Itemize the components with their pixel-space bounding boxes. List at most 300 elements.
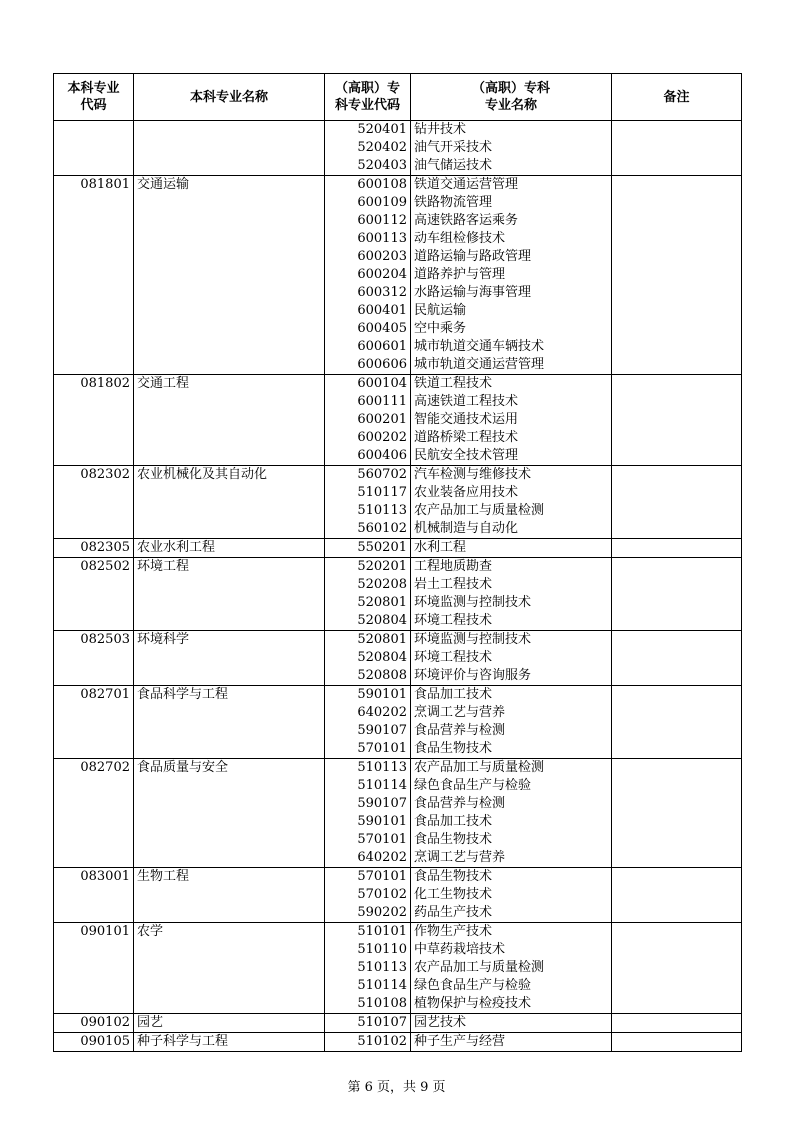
table-row [54, 631, 742, 650]
undergrad-name-cell: 交通工程 [134, 375, 325, 394]
vocational-code-cell: 600201 [325, 411, 411, 429]
vocational-name-cell: 民航安全技术管理 [411, 447, 612, 466]
page-footer: 第 6 页，共 9 页 [347, 1080, 446, 1095]
undergrad-code-cell [54, 248, 134, 266]
vocational-name-cell: 机械制造与自动化 [411, 520, 612, 539]
remarks-cell [612, 375, 742, 394]
vocational-code-cell: 520403 [325, 157, 411, 176]
table-row [54, 740, 742, 759]
vocational-name-cell: 作物生产技术 [411, 923, 612, 942]
undergrad-name-cell [134, 411, 325, 429]
undergrad-name-cell [134, 284, 325, 302]
vocational-name-cell: 环境评价与咨询服务 [411, 667, 612, 686]
remarks-cell [612, 230, 742, 248]
vocational-name-cell: 食品加工技术 [411, 813, 612, 831]
remarks-cell [612, 849, 742, 868]
table-row [54, 320, 742, 338]
vocational-name-cell: 城市轨道交通车辆技术 [411, 338, 612, 356]
remarks-cell [612, 194, 742, 212]
vocational-code-cell: 600203 [325, 248, 411, 266]
vocational-name-cell: 绿色食品生产与检验 [411, 977, 612, 995]
undergrad-code-cell [54, 194, 134, 212]
undergrad-name-cell [134, 447, 325, 466]
remarks-cell [612, 995, 742, 1014]
vocational-name-cell: 绿色食品生产与检验 [411, 777, 612, 795]
remarks-cell [612, 520, 742, 539]
remarks-cell [612, 795, 742, 813]
undergrad-code-cell: 090105 [54, 1033, 134, 1052]
remarks-cell [612, 411, 742, 429]
remarks-cell [612, 393, 742, 411]
undergrad-code-cell [54, 484, 134, 502]
undergrad-code-cell [54, 886, 134, 904]
header-vocational-name: （高职）专科 专业名称 [411, 74, 612, 121]
vocational-name-cell: 油气开采技术 [411, 139, 612, 157]
undergrad-name-cell [134, 212, 325, 230]
vocational-name-cell: 空中乘务 [411, 320, 612, 338]
undergrad-code-cell [54, 447, 134, 466]
vocational-name-cell: 食品生物技术 [411, 868, 612, 887]
remarks-cell [612, 813, 742, 831]
undergrad-code-cell [54, 777, 134, 795]
vocational-name-cell: 工程地质勘查 [411, 558, 612, 577]
vocational-name-cell: 烹调工艺与营养 [411, 704, 612, 722]
undergrad-name-cell [134, 667, 325, 686]
header-undergrad-code: 本科专业 代码 [54, 74, 134, 121]
undergrad-name-cell [134, 194, 325, 212]
vocational-code-cell: 640202 [325, 704, 411, 722]
vocational-name-cell: 智能交通技术运用 [411, 411, 612, 429]
vocational-name-cell: 民航运输 [411, 302, 612, 320]
vocational-name-cell: 农产品加工与质量检测 [411, 759, 612, 778]
remarks-cell [612, 923, 742, 942]
table-row [54, 576, 742, 594]
vocational-name-cell: 铁道交通运营管理 [411, 176, 612, 195]
vocational-name-cell: 食品营养与检测 [411, 722, 612, 740]
undergrad-code-cell [54, 356, 134, 375]
vocational-code-cell: 560702 [325, 466, 411, 485]
undergrad-code-cell: 081801 [54, 176, 134, 195]
undergrad-code-cell [54, 212, 134, 230]
table-row [54, 157, 742, 176]
undergrad-name-cell [134, 612, 325, 631]
undergrad-name-cell [134, 777, 325, 795]
vocational-code-cell: 570101 [325, 740, 411, 759]
undergrad-code-cell: 081802 [54, 375, 134, 394]
vocational-name-cell: 农产品加工与质量检测 [411, 502, 612, 520]
remarks-cell [612, 667, 742, 686]
undergrad-name-cell [134, 886, 325, 904]
vocational-name-cell: 食品加工技术 [411, 686, 612, 705]
undergrad-name-cell [134, 502, 325, 520]
vocational-code-cell: 570101 [325, 868, 411, 887]
table-row [54, 612, 742, 631]
table-row [54, 959, 742, 977]
table-row [54, 722, 742, 740]
vocational-code-cell: 520808 [325, 667, 411, 686]
table-row [54, 813, 742, 831]
undergrad-name-cell: 食品科学与工程 [134, 686, 325, 705]
undergrad-name-cell [134, 484, 325, 502]
undergrad-code-cell [54, 849, 134, 868]
remarks-cell [612, 429, 742, 447]
undergrad-code-cell [54, 904, 134, 923]
undergrad-code-cell [54, 338, 134, 356]
undergrad-code-cell [54, 320, 134, 338]
undergrad-name-cell [134, 594, 325, 612]
remarks-cell [612, 612, 742, 631]
vocational-code-cell: 590202 [325, 904, 411, 923]
remarks-cell [612, 266, 742, 284]
undergrad-code-cell [54, 667, 134, 686]
vocational-name-cell: 农产品加工与质量检测 [411, 959, 612, 977]
vocational-name-cell: 高速铁道工程技术 [411, 393, 612, 411]
remarks-cell [612, 320, 742, 338]
undergrad-code-cell [54, 612, 134, 631]
table-header-row [54, 74, 742, 121]
undergrad-code-cell: 082302 [54, 466, 134, 485]
table-row [54, 904, 742, 923]
remarks-cell [612, 1033, 742, 1052]
vocational-name-cell: 油气储运技术 [411, 157, 612, 176]
undergrad-name-cell: 环境工程 [134, 558, 325, 577]
table-row [54, 831, 742, 849]
table-row [54, 284, 742, 302]
undergrad-code-cell [54, 429, 134, 447]
remarks-cell [612, 539, 742, 558]
undergrad-name-cell [134, 995, 325, 1014]
undergrad-code-cell [54, 284, 134, 302]
table-row [54, 356, 742, 375]
undergrad-name-cell [134, 121, 325, 140]
table-row [54, 248, 742, 266]
vocational-name-cell: 岩土工程技术 [411, 576, 612, 594]
undergrad-name-cell [134, 576, 325, 594]
undergrad-code-cell [54, 995, 134, 1014]
vocational-code-cell: 520804 [325, 612, 411, 631]
vocational-name-cell: 园艺技术 [411, 1014, 612, 1033]
vocational-code-cell: 590101 [325, 813, 411, 831]
undergrad-name-cell [134, 649, 325, 667]
undergrad-name-cell: 食品质量与安全 [134, 759, 325, 778]
vocational-code-cell: 510113 [325, 759, 411, 778]
vocational-code-cell: 600406 [325, 447, 411, 466]
undergrad-code-cell: 082502 [54, 558, 134, 577]
undergrad-name-cell [134, 904, 325, 923]
table-row [54, 230, 742, 248]
vocational-code-cell: 570102 [325, 886, 411, 904]
remarks-cell [612, 722, 742, 740]
header-undergrad-name: 本科专业名称 [134, 74, 325, 121]
undergrad-name-cell [134, 795, 325, 813]
undergrad-name-cell [134, 740, 325, 759]
vocational-code-cell: 510113 [325, 959, 411, 977]
undergrad-code-cell [54, 393, 134, 411]
undergrad-name-cell [134, 338, 325, 356]
vocational-name-cell: 环境工程技术 [411, 612, 612, 631]
vocational-code-cell: 520804 [325, 649, 411, 667]
remarks-cell [612, 868, 742, 887]
table-row [54, 502, 742, 520]
undergrad-code-cell: 082503 [54, 631, 134, 650]
vocational-code-cell: 590107 [325, 795, 411, 813]
remarks-cell [612, 558, 742, 577]
remarks-cell [612, 157, 742, 176]
table-row [54, 704, 742, 722]
vocational-code-cell: 510114 [325, 777, 411, 795]
vocational-code-cell: 520801 [325, 631, 411, 650]
undergrad-code-cell [54, 576, 134, 594]
table-row [54, 777, 742, 795]
undergrad-code-cell [54, 722, 134, 740]
vocational-code-cell: 600111 [325, 393, 411, 411]
undergrad-code-cell [54, 704, 134, 722]
undergrad-code-cell: 082702 [54, 759, 134, 778]
undergrad-name-cell [134, 356, 325, 375]
undergrad-name-cell [134, 429, 325, 447]
vocational-name-cell: 烹调工艺与营养 [411, 849, 612, 868]
undergrad-name-cell: 园艺 [134, 1014, 325, 1033]
remarks-cell [612, 121, 742, 140]
vocational-code-cell: 570101 [325, 831, 411, 849]
table-row [54, 520, 742, 539]
vocational-code-cell: 510114 [325, 977, 411, 995]
remarks-cell [612, 686, 742, 705]
vocational-code-cell: 600312 [325, 284, 411, 302]
vocational-code-cell: 510110 [325, 941, 411, 959]
undergrad-name-cell [134, 393, 325, 411]
table-row [54, 594, 742, 612]
header-remarks: 备注 [612, 74, 742, 121]
vocational-code-cell: 520402 [325, 139, 411, 157]
table-row [54, 411, 742, 429]
undergrad-name-cell: 农学 [134, 923, 325, 942]
vocational-code-cell: 600405 [325, 320, 411, 338]
undergrad-code-cell [54, 502, 134, 520]
remarks-cell [612, 941, 742, 959]
table-row [54, 338, 742, 356]
undergrad-name-cell: 交通运输 [134, 176, 325, 195]
vocational-code-cell: 600112 [325, 212, 411, 230]
undergrad-code-cell [54, 941, 134, 959]
vocational-code-cell: 640202 [325, 849, 411, 868]
undergrad-name-cell [134, 813, 325, 831]
undergrad-code-cell [54, 411, 134, 429]
table-row [54, 447, 742, 466]
vocational-name-cell: 环境监测与控制技术 [411, 594, 612, 612]
undergrad-code-cell: 083001 [54, 868, 134, 887]
table-row [54, 686, 742, 705]
major-mapping-table-container [53, 73, 741, 1052]
vocational-name-cell: 汽车检测与维修技术 [411, 466, 612, 485]
table-row [54, 266, 742, 284]
vocational-name-cell: 水路运输与海事管理 [411, 284, 612, 302]
undergrad-code-cell [54, 977, 134, 995]
table-row [54, 923, 742, 942]
vocational-code-cell: 600104 [325, 375, 411, 394]
undergrad-name-cell [134, 722, 325, 740]
undergrad-code-cell [54, 649, 134, 667]
table-row [54, 795, 742, 813]
vocational-name-cell: 食品生物技术 [411, 831, 612, 849]
table-row [54, 139, 742, 157]
undergrad-name-cell [134, 248, 325, 266]
vocational-name-cell: 食品营养与检测 [411, 795, 612, 813]
remarks-cell [612, 594, 742, 612]
remarks-cell [612, 338, 742, 356]
major-mapping-table [53, 73, 742, 1052]
undergrad-code-cell [54, 520, 134, 539]
remarks-cell [612, 356, 742, 375]
vocational-code-cell: 600202 [325, 429, 411, 447]
vocational-code-cell: 600108 [325, 176, 411, 195]
undergrad-code-cell [54, 266, 134, 284]
table-row [54, 176, 742, 195]
vocational-code-cell: 520801 [325, 594, 411, 612]
vocational-code-cell: 510117 [325, 484, 411, 502]
undergrad-name-cell: 种子科学与工程 [134, 1033, 325, 1052]
table-row [54, 667, 742, 686]
undergrad-code-cell: 082701 [54, 686, 134, 705]
undergrad-name-cell [134, 977, 325, 995]
undergrad-name-cell [134, 959, 325, 977]
vocational-code-cell: 510108 [325, 995, 411, 1014]
table-row [54, 649, 742, 667]
undergrad-code-cell [54, 795, 134, 813]
table-row [54, 121, 742, 140]
remarks-cell [612, 484, 742, 502]
vocational-code-cell: 510102 [325, 1033, 411, 1052]
table-row [54, 212, 742, 230]
vocational-name-cell: 食品生物技术 [411, 740, 612, 759]
undergrad-name-cell [134, 704, 325, 722]
table-row [54, 194, 742, 212]
undergrad-name-cell [134, 320, 325, 338]
remarks-cell [612, 176, 742, 195]
remarks-cell [612, 139, 742, 157]
table-row [54, 484, 742, 502]
undergrad-name-cell: 农业机械化及其自动化 [134, 466, 325, 485]
table-row [54, 977, 742, 995]
remarks-cell [612, 777, 742, 795]
vocational-name-cell: 中草药栽培技术 [411, 941, 612, 959]
vocational-code-cell: 550201 [325, 539, 411, 558]
undergrad-code-cell [54, 831, 134, 849]
table-row [54, 393, 742, 411]
remarks-cell [612, 904, 742, 923]
table-row [54, 302, 742, 320]
undergrad-name-cell [134, 849, 325, 868]
table-row [54, 429, 742, 447]
vocational-code-cell: 600606 [325, 356, 411, 375]
vocational-code-cell: 590101 [325, 686, 411, 705]
table-row [54, 886, 742, 904]
table-row [54, 1014, 742, 1033]
vocational-code-cell: 600113 [325, 230, 411, 248]
header-vocational-code: （高职）专 科专业代码 [325, 74, 411, 121]
table-row [54, 539, 742, 558]
remarks-cell [612, 740, 742, 759]
undergrad-name-cell [134, 139, 325, 157]
vocational-name-cell: 植物保护与检疫技术 [411, 995, 612, 1014]
vocational-name-cell: 钻井技术 [411, 121, 612, 140]
remarks-cell [612, 212, 742, 230]
vocational-name-cell: 药品生产技术 [411, 904, 612, 923]
remarks-cell [612, 447, 742, 466]
undergrad-name-cell [134, 941, 325, 959]
vocational-code-cell: 510101 [325, 923, 411, 942]
vocational-code-cell: 520201 [325, 558, 411, 577]
table-row [54, 1033, 742, 1052]
vocational-name-cell: 动车组检修技术 [411, 230, 612, 248]
remarks-cell [612, 959, 742, 977]
undergrad-code-cell [54, 302, 134, 320]
vocational-code-cell: 560102 [325, 520, 411, 539]
table-row [54, 941, 742, 959]
vocational-code-cell: 590107 [325, 722, 411, 740]
remarks-cell [612, 886, 742, 904]
undergrad-code-cell: 090102 [54, 1014, 134, 1033]
remarks-cell [612, 631, 742, 650]
vocational-code-cell: 520208 [325, 576, 411, 594]
undergrad-code-cell: 090101 [54, 923, 134, 942]
undergrad-name-cell [134, 831, 325, 849]
vocational-name-cell: 环境监测与控制技术 [411, 631, 612, 650]
remarks-cell [612, 759, 742, 778]
vocational-name-cell: 铁道工程技术 [411, 375, 612, 394]
table-row [54, 849, 742, 868]
undergrad-name-cell [134, 157, 325, 176]
vocational-name-cell: 种子生产与经营 [411, 1033, 612, 1052]
undergrad-name-cell [134, 520, 325, 539]
table-row [54, 995, 742, 1014]
remarks-cell [612, 576, 742, 594]
undergrad-code-cell [54, 139, 134, 157]
undergrad-code-cell [54, 121, 134, 140]
undergrad-code-cell [54, 594, 134, 612]
table-row [54, 558, 742, 577]
remarks-cell [612, 502, 742, 520]
vocational-name-cell: 道路桥梁工程技术 [411, 429, 612, 447]
vocational-name-cell: 城市轨道交通运营管理 [411, 356, 612, 375]
undergrad-name-cell: 农业水利工程 [134, 539, 325, 558]
undergrad-name-cell [134, 302, 325, 320]
table-row [54, 759, 742, 778]
vocational-code-cell: 600401 [325, 302, 411, 320]
remarks-cell [612, 466, 742, 485]
remarks-cell [612, 831, 742, 849]
vocational-name-cell: 化工生物技术 [411, 886, 612, 904]
remarks-cell [612, 1014, 742, 1033]
undergrad-name-cell [134, 266, 325, 284]
table-row [54, 466, 742, 485]
remarks-cell [612, 302, 742, 320]
undergrad-code-cell: 082305 [54, 539, 134, 558]
undergrad-name-cell: 生物工程 [134, 868, 325, 887]
undergrad-code-cell [54, 157, 134, 176]
vocational-code-cell: 510107 [325, 1014, 411, 1033]
undergrad-name-cell: 环境科学 [134, 631, 325, 650]
table-row [54, 375, 742, 394]
vocational-name-cell: 环境工程技术 [411, 649, 612, 667]
remarks-cell [612, 704, 742, 722]
vocational-name-cell: 道路运输与路政管理 [411, 248, 612, 266]
vocational-code-cell: 600109 [325, 194, 411, 212]
vocational-name-cell: 铁路物流管理 [411, 194, 612, 212]
undergrad-code-cell [54, 813, 134, 831]
undergrad-code-cell [54, 230, 134, 248]
vocational-code-cell: 520401 [325, 121, 411, 140]
